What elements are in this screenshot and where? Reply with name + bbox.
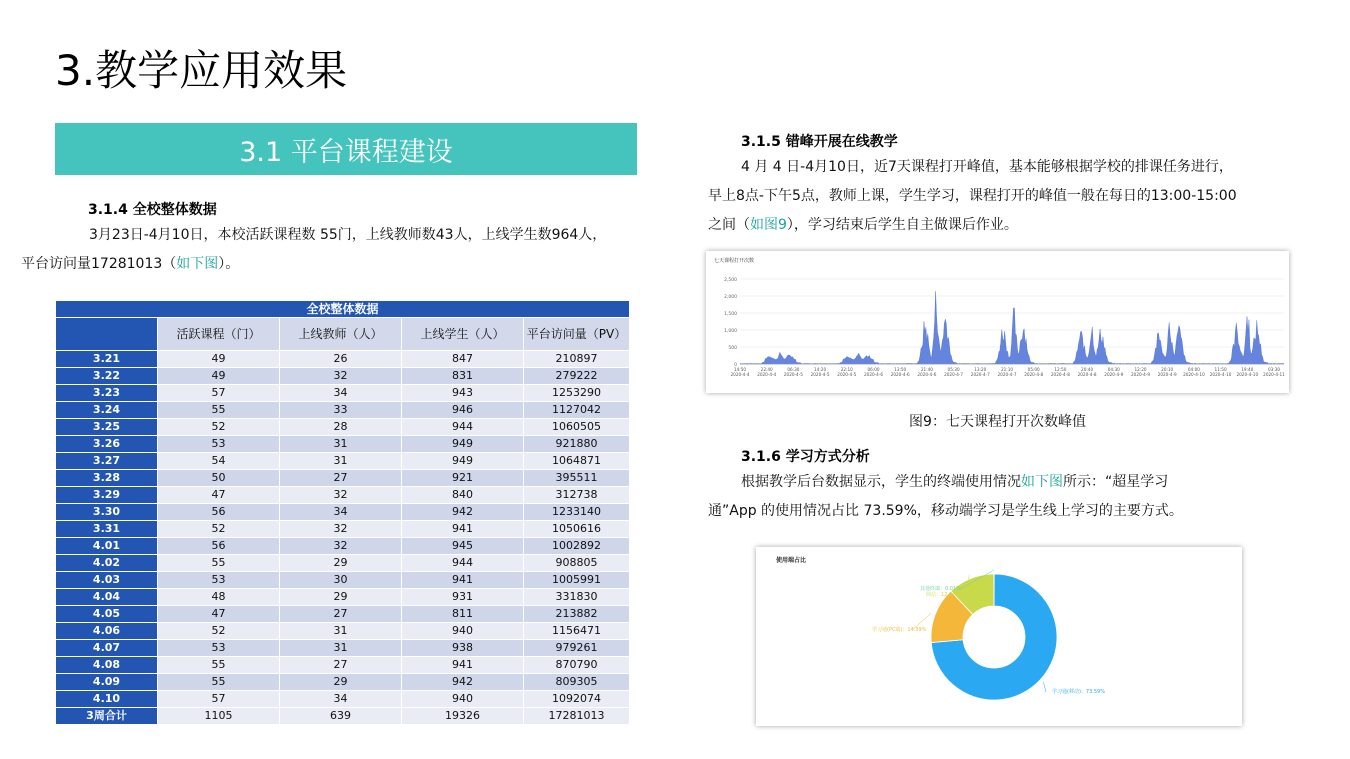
row-value-cell: 49: [158, 351, 280, 368]
row-value-cell: 57: [158, 385, 280, 402]
row-value-cell: 57: [158, 691, 280, 708]
overview-text-c: ）。: [218, 256, 240, 272]
row-value-cell: 31: [280, 453, 402, 470]
table-row: [56, 674, 630, 691]
row-date-cell: 3.24: [56, 402, 158, 419]
x-tick-date: 2020-4-10: [1236, 372, 1259, 377]
row-date-cell: 4.04: [56, 589, 158, 606]
slice-label: 学习通(移动)：73.59%: [1052, 689, 1105, 695]
x-tick-date: 2020-4-8: [1077, 372, 1097, 377]
slice-label: 学习通(PC端)：14.39%: [872, 627, 927, 633]
x-tick-date: 2020-4-6: [890, 372, 910, 377]
x-tick-date: 2020-4-8: [1050, 372, 1070, 377]
row-value-cell: 32: [280, 368, 402, 385]
row-value-cell: 56: [158, 538, 280, 555]
section-banner: 3.1 平台课程建设: [55, 123, 637, 175]
row-value-cell: 55: [158, 674, 280, 691]
table-row: [56, 572, 630, 589]
school-data-table: [55, 300, 630, 725]
row-value-cell: 949: [402, 436, 524, 453]
x-tick-date: 2020-4-5: [810, 372, 830, 377]
table-header-row: [56, 318, 630, 351]
pie-chart-title: 使用端占比: [776, 557, 807, 564]
row-value-cell: 941: [402, 657, 524, 674]
row-value-cell: 31: [280, 436, 402, 453]
table-row: [56, 538, 630, 555]
table-row: [56, 436, 630, 453]
row-value-cell: 26: [280, 351, 402, 368]
table-row: [56, 402, 630, 419]
row-value-cell: 34: [280, 385, 402, 402]
row-value-cell: 809305: [524, 674, 630, 691]
x-tick-time: 20:10: [1161, 367, 1174, 372]
row-value-cell: 52: [158, 419, 280, 436]
x-tick-date: 2020-4-11: [1263, 372, 1285, 377]
row-value-cell: 29: [280, 674, 402, 691]
x-tick-date: 2020-4-10: [1209, 372, 1232, 377]
table-header-corner: [56, 318, 158, 351]
x-tick-date: 2020-4-9: [1104, 372, 1124, 377]
x-tick-time: 11:50: [1214, 367, 1227, 372]
row-value-cell: 17281013: [524, 708, 630, 725]
series-area: [740, 291, 1284, 364]
row-date-cell: 4.10: [56, 691, 158, 708]
y-tick-label: 0: [734, 363, 737, 368]
page-title: 3.教学应用效果: [55, 46, 348, 95]
row-value-cell: 946: [402, 402, 524, 419]
row-date-cell: 4.06: [56, 623, 158, 640]
row-value-cell: 1060505: [524, 419, 630, 436]
row-value-cell: 945: [402, 538, 524, 555]
x-tick-time: 05:30: [947, 367, 960, 372]
overview-text-b: 平台访问量17281013（: [21, 256, 177, 272]
table-row: [56, 521, 630, 538]
table-row: [56, 623, 630, 640]
row-value-cell: 56: [158, 504, 280, 521]
row-date-cell: 3.28: [56, 470, 158, 487]
row-date-cell: 3周合计: [56, 708, 158, 725]
table-row: [56, 555, 630, 572]
course-open-chart: [706, 251, 1289, 393]
row-date-cell: 4.05: [56, 606, 158, 623]
overview-link[interactable]: 如下图: [176, 256, 219, 272]
row-value-cell: 840: [402, 487, 524, 504]
row-value-cell: 31: [280, 640, 402, 657]
row-value-cell: 811: [402, 606, 524, 623]
row-value-cell: 942: [402, 674, 524, 691]
row-value-cell: 1233140: [524, 504, 630, 521]
y-tick-label: 1,500: [724, 312, 737, 317]
row-value-cell: 32: [280, 521, 402, 538]
row-value-cell: 279222: [524, 368, 630, 385]
row-date-cell: 3.23: [56, 385, 158, 402]
table-row: [56, 606, 630, 623]
peak-text-line1: 4 月 4 日-4月10日，近7天课程打开峰值，基本能够根据学校的排课任务进行，: [741, 159, 1233, 175]
x-tick-date: 2020-4-9: [1157, 372, 1177, 377]
table-row: [56, 453, 630, 470]
row-value-cell: 921: [402, 470, 524, 487]
x-tick-date: 2020-4-7: [970, 372, 990, 377]
x-tick-time: 14:20: [814, 367, 827, 372]
x-tick-time: 05:00: [1027, 367, 1040, 372]
row-value-cell: 52: [158, 521, 280, 538]
row-value-cell: 979261: [524, 640, 630, 657]
line-chart-svg: [706, 251, 1289, 393]
row-value-cell: 55: [158, 555, 280, 572]
row-value-cell: 30: [280, 572, 402, 589]
row-value-cell: 29: [280, 555, 402, 572]
row-value-cell: 27: [280, 470, 402, 487]
row-value-cell: 34: [280, 691, 402, 708]
table-total-row: [56, 708, 630, 725]
y-tick-label: 1,000: [724, 329, 737, 334]
row-value-cell: 942: [402, 504, 524, 521]
x-tick-date: 2020-4-7: [997, 372, 1017, 377]
x-tick-time: 22:10: [840, 367, 853, 372]
row-date-cell: 4.03: [56, 572, 158, 589]
row-value-cell: 1092074: [524, 691, 630, 708]
row-value-cell: 331830: [524, 589, 630, 606]
table-row: [56, 691, 630, 708]
row-date-cell: 4.08: [56, 657, 158, 674]
header-active-courses: 活跃课程（门）: [158, 318, 280, 351]
row-value-cell: 1050616: [524, 521, 630, 538]
table-body: [56, 351, 630, 725]
row-value-cell: 213882: [524, 606, 630, 623]
row-date-cell: 3.25: [56, 419, 158, 436]
table-caption: 全校整体数据: [56, 301, 630, 318]
row-value-cell: 210897: [524, 351, 630, 368]
overview-paragraph: [21, 221, 645, 279]
row-date-cell: 3.30: [56, 504, 158, 521]
row-value-cell: 944: [402, 555, 524, 572]
row-date-cell: 3.31: [56, 521, 158, 538]
row-value-cell: 940: [402, 691, 524, 708]
x-tick-time: 06:30: [787, 367, 800, 372]
row-value-cell: 53: [158, 572, 280, 589]
x-tick-time: 03:30: [1267, 367, 1281, 372]
table-row: [56, 589, 630, 606]
table-row: [56, 385, 630, 402]
y-tick-label: 2,000: [724, 295, 737, 300]
row-value-cell: 19326: [402, 708, 524, 725]
row-value-cell: 48: [158, 589, 280, 606]
slice-label: 其他终端：0.01%: [920, 586, 961, 592]
x-tick-date: 2020-4-7: [944, 372, 964, 377]
section-heading-3-1-4: 3.1.4 全校整体数据: [88, 202, 217, 218]
slice-leader-line: [1043, 682, 1046, 692]
row-value-cell: 55: [158, 657, 280, 674]
row-value-cell: 32: [280, 487, 402, 504]
x-tick-date: 2020-4-8: [1024, 372, 1044, 377]
x-tick-date: 2020-4-9: [1130, 372, 1151, 377]
row-date-cell: 4.02: [56, 555, 158, 572]
row-date-cell: 4.01: [56, 538, 158, 555]
row-value-cell: 31: [280, 623, 402, 640]
row-value-cell: 949: [402, 453, 524, 470]
row-value-cell: 1253290: [524, 385, 630, 402]
x-tick-time: 04:00: [1187, 367, 1200, 372]
x-tick-time: 19:40: [1241, 367, 1254, 372]
x-tick-time: 04:30: [1107, 367, 1120, 372]
row-value-cell: 53: [158, 640, 280, 657]
x-tick-date: 2020-4-5: [783, 372, 803, 377]
x-tick-date: 2020-4-6: [917, 372, 937, 377]
x-tick-time: 12:50: [1054, 367, 1067, 372]
row-date-cell: 4.09: [56, 674, 158, 691]
row-value-cell: 312738: [524, 487, 630, 504]
table-row: [56, 470, 630, 487]
row-value-cell: 395511: [524, 470, 630, 487]
row-date-cell: 3.29: [56, 487, 158, 504]
row-value-cell: 1002892: [524, 538, 630, 555]
figure9-caption: 图9：七天课程打开次数峰值: [909, 414, 1086, 430]
header-online-teachers: 上线教师（人）: [280, 318, 402, 351]
terminal-usage-chart: [756, 547, 1242, 726]
pie-chart-svg: [756, 547, 1242, 726]
row-value-cell: 49: [158, 368, 280, 385]
row-date-cell: 3.22: [56, 368, 158, 385]
row-value-cell: 944: [402, 419, 524, 436]
terminal-text-line2: 通”App 的使用情况占比 73.59%，移动端学习是学生线上学习的主要方式。: [708, 503, 1183, 519]
row-value-cell: 941: [402, 572, 524, 589]
row-value-cell: 1064871: [524, 453, 630, 470]
table-row: [56, 419, 630, 436]
peak-text-b: ），学习结束后学生自主做课后作业。: [786, 217, 1018, 233]
row-value-cell: 870790: [524, 657, 630, 674]
row-value-cell: 940: [402, 623, 524, 640]
row-value-cell: 1127042: [524, 402, 630, 419]
table-row: [56, 368, 630, 385]
row-value-cell: 53: [158, 436, 280, 453]
row-value-cell: 29: [280, 589, 402, 606]
row-value-cell: 55: [158, 402, 280, 419]
figure9-link[interactable]: 如图9: [750, 217, 787, 233]
terminal-text-line1: [741, 468, 1168, 497]
row-value-cell: 1105: [158, 708, 280, 725]
y-tick-label: 500: [728, 346, 737, 351]
x-tick-date: 2020-4-5: [837, 372, 857, 377]
x-tick-time: 13:20: [974, 367, 987, 372]
x-tick-time: 20:40: [1081, 367, 1094, 372]
row-value-cell: 54: [158, 453, 280, 470]
peak-text-line2: 早上8点-下午5点，教师上课，学生学习，课程打开的峰值一般在每日的13:00-15:00: [708, 188, 1237, 204]
row-value-cell: 52: [158, 623, 280, 640]
row-date-cell: 4.07: [56, 640, 158, 657]
x-tick-time: 22:40: [760, 367, 773, 372]
y-tick-label: 2,500: [724, 278, 737, 283]
row-value-cell: 931: [402, 589, 524, 606]
x-tick-time: 21:10: [1000, 367, 1014, 372]
row-date-cell: 3.26: [56, 436, 158, 453]
x-tick-time: 12:20: [1134, 367, 1147, 372]
row-value-cell: 1005991: [524, 572, 630, 589]
row-value-cell: 47: [158, 606, 280, 623]
row-date-cell: 3.21: [56, 351, 158, 368]
row-value-cell: 27: [280, 657, 402, 674]
overview-text-a: 3月23日-4月10日，本校活跃课程数 55门，上线教师数43人，上线学生数964人，: [89, 227, 607, 243]
row-value-cell: 943: [402, 385, 524, 402]
terminal-text-a: 根据教学后台数据显示，学生的终端使用情况: [741, 474, 1021, 490]
table-row: [56, 640, 630, 657]
x-tick-date: 2020-4-10: [1183, 372, 1205, 377]
row-value-cell: 847: [402, 351, 524, 368]
table-row: [56, 657, 630, 674]
x-tick-time: 21:40: [920, 367, 933, 372]
table-row: [56, 504, 630, 521]
table-row: [56, 487, 630, 504]
row-value-cell: 639: [280, 708, 402, 725]
x-tick-date: 2020-4-6: [863, 372, 884, 377]
section-heading-3-1-6: 3.1.6 学习方式分析: [741, 449, 870, 465]
row-value-cell: 34: [280, 504, 402, 521]
row-value-cell: 28: [280, 419, 402, 436]
row-value-cell: 938: [402, 640, 524, 657]
section-heading-3-1-5: 3.1.5 错峰开展在线教学: [741, 134, 898, 150]
row-value-cell: 47: [158, 487, 280, 504]
row-value-cell: 831: [402, 368, 524, 385]
row-value-cell: 27: [280, 606, 402, 623]
x-tick-time: 13:50: [894, 367, 907, 372]
header-online-students: 上线学生（人）: [402, 318, 524, 351]
slice-label: 网站：12.01%: [926, 592, 961, 598]
row-value-cell: 50: [158, 470, 280, 487]
header-page-views: 平台访问量（PV）: [524, 318, 630, 351]
row-value-cell: 1156471: [524, 623, 630, 640]
x-tick-time: 06:00: [867, 367, 880, 372]
peak-text-line3: [708, 211, 1018, 240]
row-date-cell: 3.27: [56, 453, 158, 470]
peak-text-a: 之间（: [708, 217, 750, 233]
row-value-cell: 941: [402, 521, 524, 538]
terminal-chart-link[interactable]: 如下图: [1021, 474, 1063, 490]
x-tick-date: 2020-4-4: [730, 372, 750, 377]
row-value-cell: 921880: [524, 436, 630, 453]
row-value-cell: 908805: [524, 555, 630, 572]
row-value-cell: 33: [280, 402, 402, 419]
x-tick-date: 2020-4-4: [757, 372, 777, 377]
table-row: [56, 351, 630, 368]
row-value-cell: 32: [280, 538, 402, 555]
terminal-text-b: 所示：“超星学习: [1063, 474, 1169, 490]
line-chart-title: 七天课程打开次数: [714, 258, 755, 264]
x-tick-time: 14:50: [733, 367, 747, 372]
